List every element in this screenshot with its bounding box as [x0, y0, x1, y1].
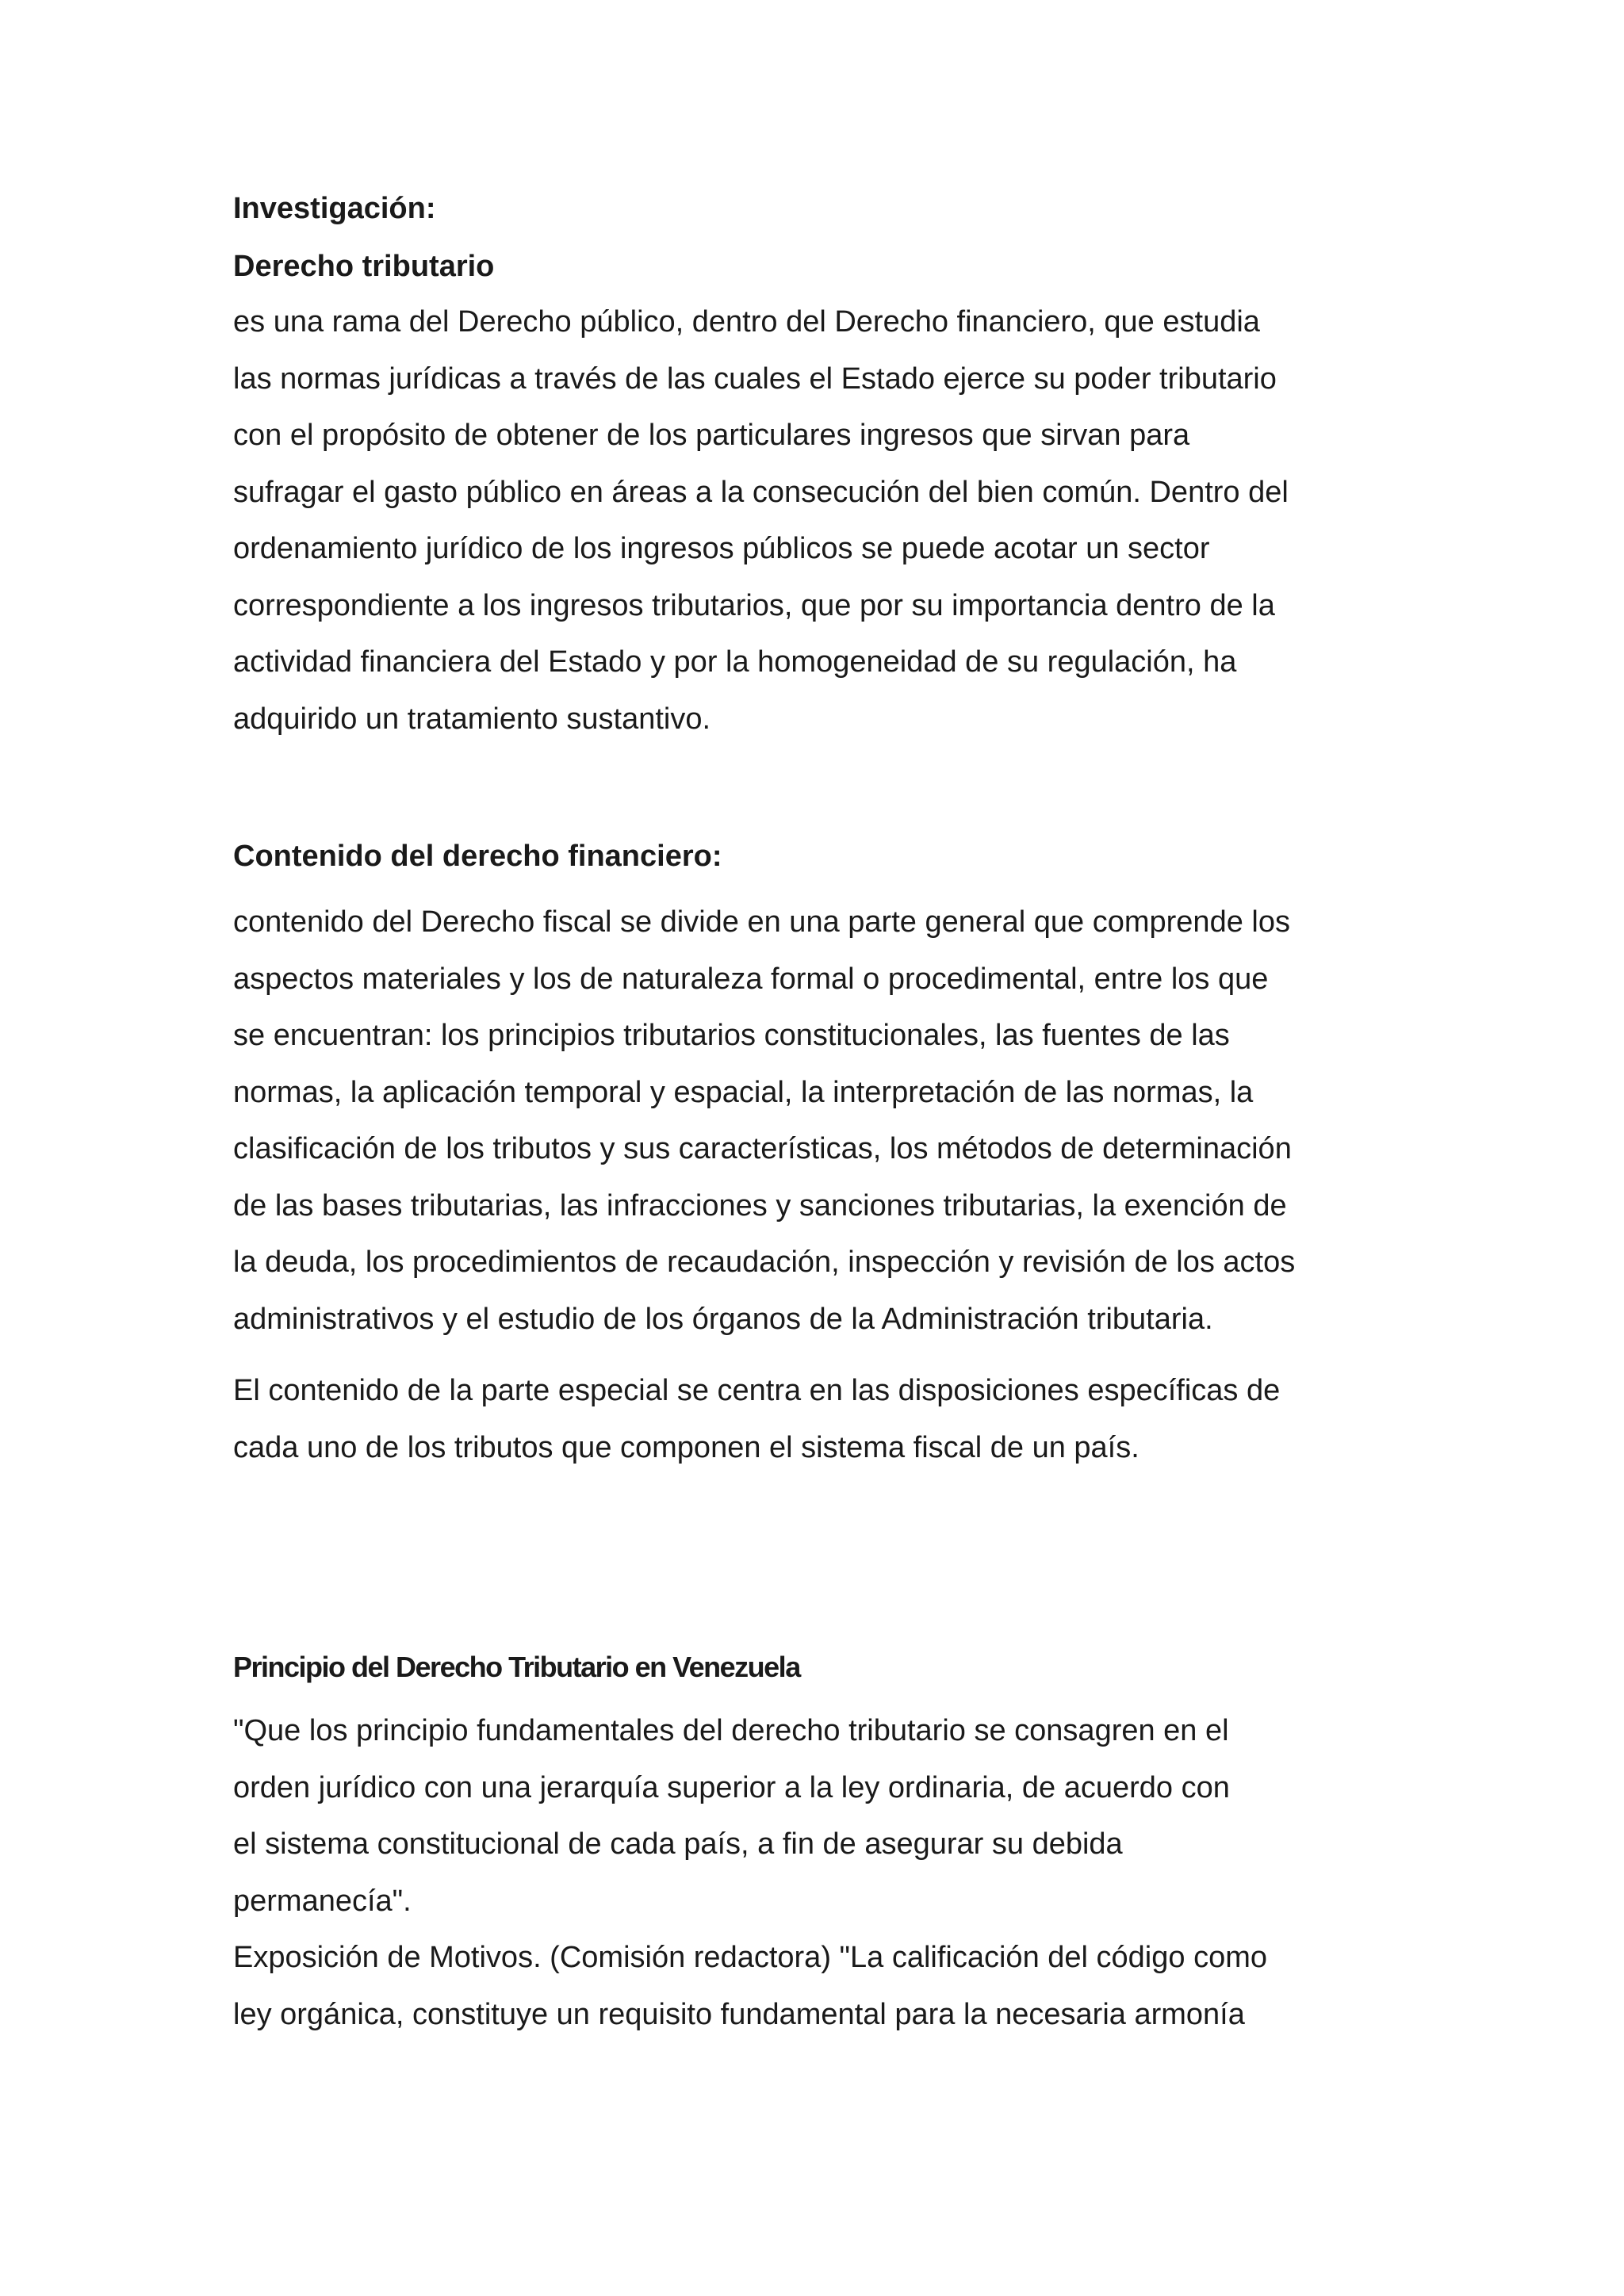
text-line: normas, la aplicación temporal y espacial, la interpretación de las normas, la	[233, 1075, 1254, 1109]
text-line: con el propósito de obtener de los particulares ingresos que sirvan para	[233, 419, 1190, 452]
text-line: El contenido de la parte especial se centra en las disposiciones específicas de	[233, 1374, 1281, 1407]
text-line: la deuda, los procedimientos de recaudación, inspección y revisión de los actos	[233, 1246, 1296, 1279]
section-heading-principio: Principio del Derecho Tributario en Venezuela	[233, 1651, 800, 1683]
paragraph-derecho-tributario	[233, 294, 1407, 748]
text-line: permanecía".	[233, 1884, 412, 1918]
text-line: ley orgánica, constituye un requisito fundamental para la necesaria armonía	[233, 1997, 1245, 2031]
text-line: aspectos materiales y los de naturaleza formal o procedimental, entre los que	[233, 962, 1269, 996]
section-heading-contenido: Contenido del derecho financiero:	[233, 840, 722, 873]
text-line: Exposición de Motivos. (Comisión redactora) "La calificación del código como	[233, 1941, 1267, 1974]
text-line: se encuentran: los principios tributarios constitucionales, las fuentes de las	[233, 1019, 1230, 1052]
paragraph-contenido-especial	[233, 1363, 1407, 1476]
text-line: es una rama del Derecho público, dentro del Derecho financiero, que estudia	[233, 305, 1260, 339]
document-title: Investigación:	[233, 192, 436, 225]
text-line: ordenamiento jurídico de los ingresos públicos se puede acotar un sector	[233, 532, 1210, 565]
text-line: contenido del Derecho fiscal se divide en una parte general que comprende los	[233, 905, 1290, 939]
text-line: actividad financiera del Estado y por la homogeneidad de su regulación, ha	[233, 645, 1237, 679]
paragraph-contenido-general	[233, 894, 1407, 1348]
text-line: correspondiente a los ingresos tributarios, que por su importancia dentro de la	[233, 588, 1275, 622]
text-line: sufragar el gasto público en áreas a la consecución del bien común. Dentro del	[233, 475, 1289, 509]
text-line: clasificación de los tributos y sus características, los métodos de determinación	[233, 1132, 1292, 1165]
text-line: cada uno de los tributos que componen el sistema fiscal de un país.	[233, 1430, 1139, 1464]
document-content	[233, 181, 1407, 2043]
text-line: orden jurídico con una jerarquía superior a la ley ordinaria, de acuerdo con	[233, 1770, 1230, 1804]
paragraph-principio	[233, 1703, 1407, 2043]
section-heading-derecho-tributario: Derecho tributario	[233, 250, 495, 283]
text-line: las normas jurídicas a través de las cuales el Estado ejerce su poder tributario	[233, 362, 1277, 396]
text-line: el sistema constitucional de cada país, a fin de asegurar su debida	[233, 1827, 1123, 1861]
text-line: administrativos y el estudio de los órganos de la Administración tributaria.	[233, 1302, 1213, 1336]
text-line: de las bases tributarias, las infracciones y sanciones tributarias, la exención de	[233, 1188, 1287, 1223]
text-line: "Que los principio fundamentales del derecho tributario se consagren en el	[233, 1714, 1229, 1747]
text-line: adquirido un tratamiento sustantivo.	[233, 702, 711, 736]
